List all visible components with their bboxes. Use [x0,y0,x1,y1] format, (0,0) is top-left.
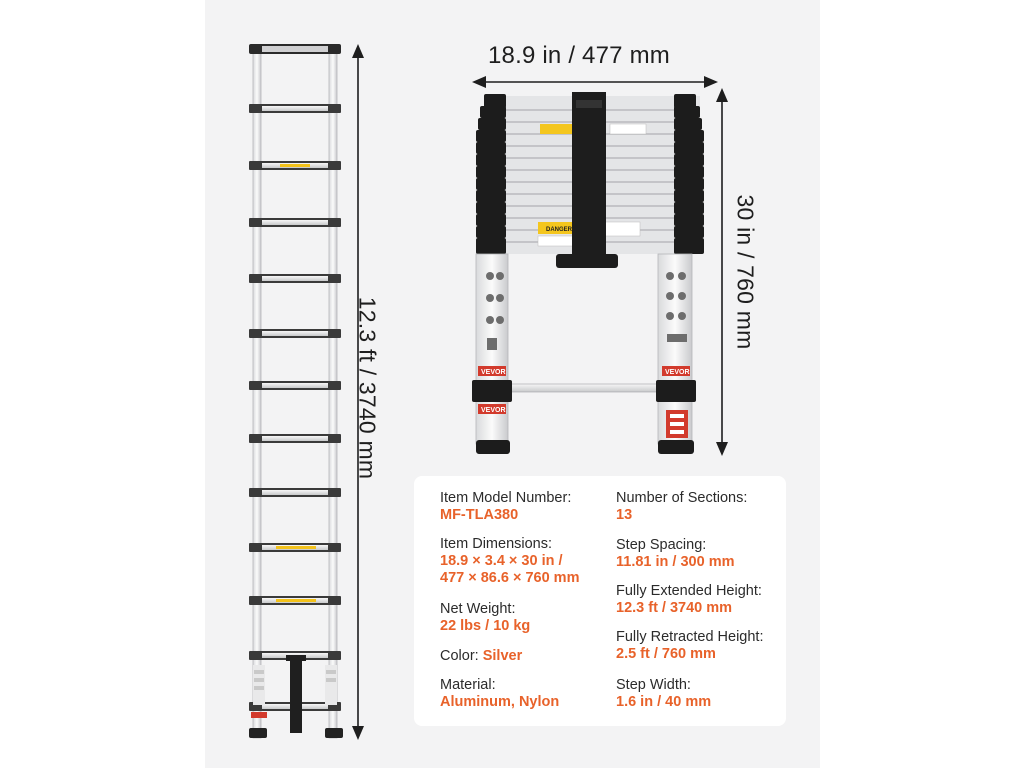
width-dimension-label: 18.9 in / 477 mm [488,42,670,69]
spec-color [440,648,522,665]
retracted-height-label: 30 in / 760 mm [732,194,759,350]
spec-weight-label: Net Weight: [440,601,516,617]
spec-material-value: Aluminum, Nylon [440,694,560,710]
spec-retracted-height [616,629,763,663]
danger-label: DANGER [546,227,573,233]
spec-extended-height [616,583,762,617]
brand-label-left: VEVOR [481,369,506,376]
spec-card [414,476,786,726]
spec-dimensions [440,536,579,587]
brand-label-lower: VEVOR [481,407,506,414]
spec-color-label: Color: [440,648,479,664]
spec-model-label: Item Model Number: [440,490,572,506]
spec-dimensions-value-1: 18.9 × 3.4 × 30 in / [440,553,563,569]
spec-step-spacing [616,537,735,571]
extended-height-label: 12.3 ft / 3740 mm [354,296,381,480]
spec-sections [616,490,747,524]
spec-weight-value: 22 lbs / 10 kg [440,618,531,634]
width-arrow [472,76,718,88]
spec-step-width [616,677,711,711]
spec-dimensions-label: Item Dimensions: [440,536,553,552]
spec-color-value: Silver [482,648,523,664]
spec-model [440,490,571,524]
spec-sections-label: Number of Sections: [616,490,748,506]
spec-dimensions-value-2: 477 × 86.6 × 760 mm [440,570,580,586]
brand-label-right: VEVOR [665,369,690,376]
spec-retracted-height-label: Fully Retracted Height: [616,629,764,645]
spec-step-width-value: 1.6 in / 40 mm [616,694,712,710]
spec-step-spacing-value: 11.81 in / 300 mm [616,554,735,570]
retracted-ladder [472,92,704,454]
spec-material [440,677,559,711]
spec-step-spacing-label: Step Spacing: [616,537,707,553]
spec-step-width-label: Step Width: [616,677,691,693]
spec-extended-height-label: Fully Extended Height: [616,583,762,599]
spec-model-value: MF-TLA380 [440,507,519,523]
spec-weight [440,601,530,635]
spec-retracted-height-value: 2.5 ft / 760 mm [616,646,716,662]
spec-material-label: Material: [440,677,496,693]
spec-extended-height-value: 12.3 ft / 3740 mm [616,600,733,616]
retracted-height-arrow [716,88,728,456]
spec-sections-value: 13 [616,507,633,523]
extended-ladder [249,44,343,738]
